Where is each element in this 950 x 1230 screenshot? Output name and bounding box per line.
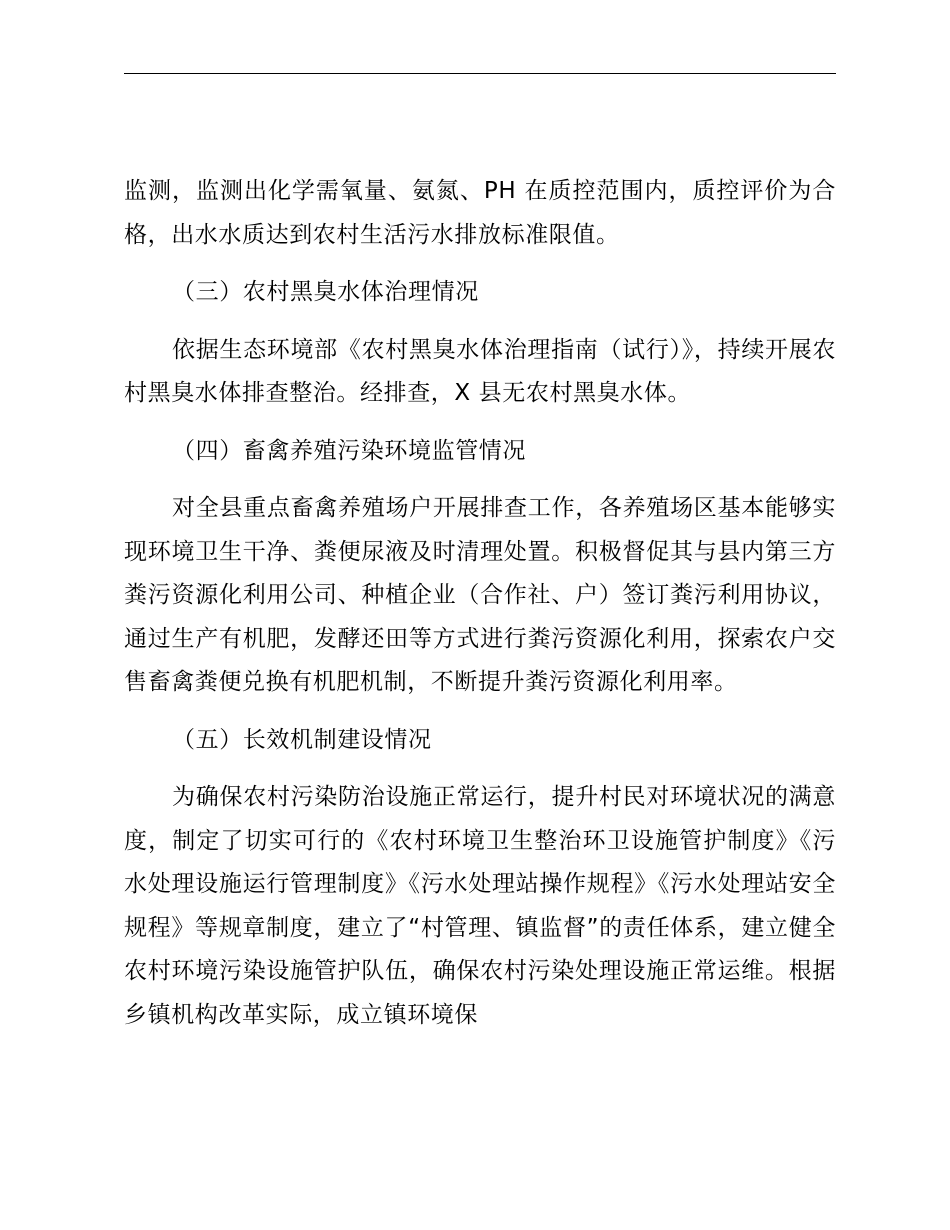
header-rule [124,73,836,74]
paragraph-long-term-mechanism: 为确保农村污染防治设施正常运行，提升村民对环境状况的满意度，制定了切实可行的《农村环境卫生整治环卫设施管护制度》《污水处理设施运行管理制度》《污水处理站操作规程》《污水处理站安全规程》等规章制度，建立了“村管理、镇监督”的责任体系，建立健全农村环境污染设施管护队伍，确保农村污染处理设施正常运维。根据乡镇机构改革实际，成立镇环境保 [124,784,836,1028]
section-heading-3: （三）农村黑臭水体治理情况 [172,279,479,305]
section-heading-4: （四）畜禽养殖污染环境监管情况 [172,437,526,464]
document-body [124,170,836,1037]
paragraph-monitoring-result: 监测，监测出化学需氧量、氨氮、PH 在质控范围内，质控评价为合格，出水水质达到农村生活污水排放标准限值。 [124,178,836,248]
paragraph-livestock-pollution: 对全县重点畜禽养殖场户开展排查工作，各养殖场区基本能够实现环境卫生干净、粪便尿液及时清理处置。积极督促其与县内第三方粪污资源化利用公司、种植企业（合作社、户）签订粪污利用协议，通过生产有机肥，发酵还田等方式进行粪污资源化利用，探索农户交售畜禽粪便兑换有机肥机制，不断提升粪污资源化利用率。 [124,495,836,695]
paragraph-black-odorous-water: 依据生态环境部《农村黑臭水体治理指南（试行）》，持续开展农村黑臭水体排查整治。经排查，X 县无农村黑臭水体。 [124,336,836,406]
section-heading-5: （五）长效机制建设情况 [172,726,432,753]
